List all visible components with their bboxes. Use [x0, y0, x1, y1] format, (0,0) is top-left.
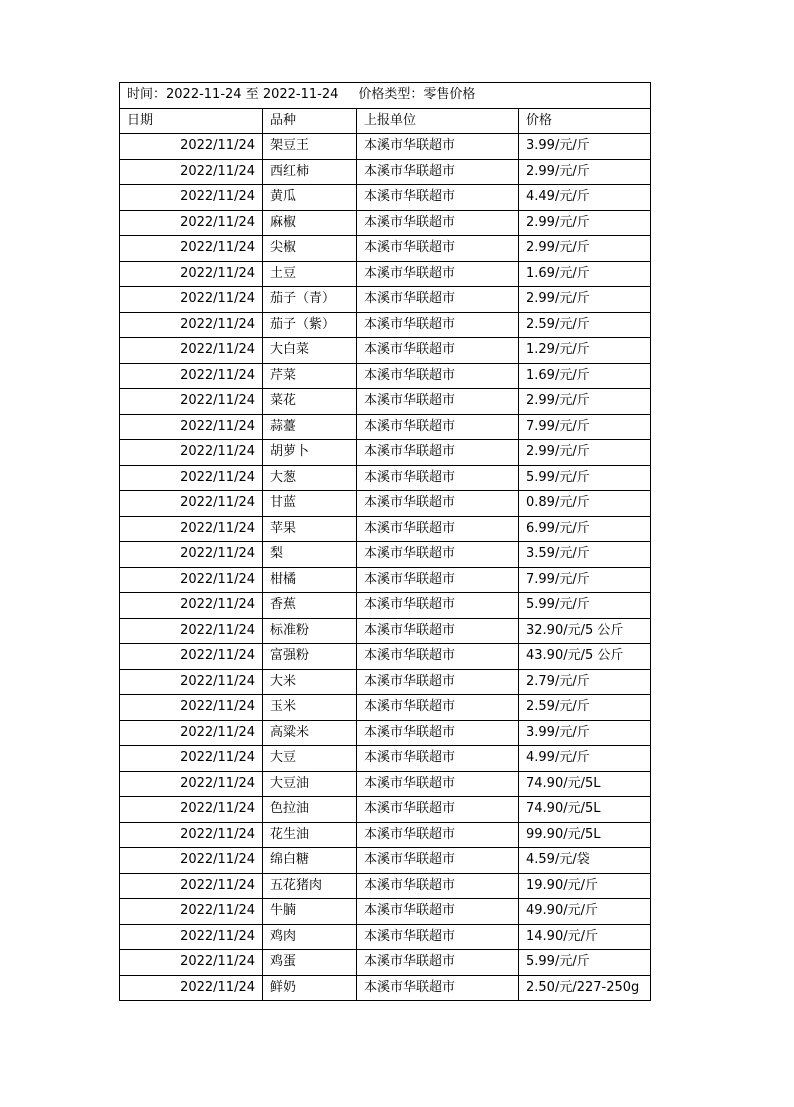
cell-variety: 大葱 — [263, 465, 357, 491]
cell-unit: 本溪市华联超市 — [357, 210, 519, 236]
cell-price: 2.99/元/斤 — [519, 440, 651, 466]
cell-price: 5.99/元/斤 — [519, 593, 651, 619]
cell-variety: 高粱米 — [263, 720, 357, 746]
cell-unit: 本溪市华联超市 — [357, 873, 519, 899]
cell-unit: 本溪市华联超市 — [357, 542, 519, 568]
table-row — [120, 899, 651, 925]
table-row — [120, 924, 651, 950]
cell-date: 2022/11/24 — [120, 210, 263, 236]
cell-price: 7.99/元/斤 — [519, 414, 651, 440]
cell-variety: 茄子（青） — [263, 287, 357, 313]
cell-date: 2022/11/24 — [120, 797, 263, 823]
cell-variety: 蒜薹 — [263, 414, 357, 440]
cell-variety: 土豆 — [263, 261, 357, 287]
cell-price: 1.69/元/斤 — [519, 261, 651, 287]
cell-date: 2022/11/24 — [120, 287, 263, 313]
cell-date: 2022/11/24 — [120, 924, 263, 950]
cell-unit: 本溪市华联超市 — [357, 440, 519, 466]
table-row — [120, 644, 651, 670]
cell-date: 2022/11/24 — [120, 414, 263, 440]
cell-price: 5.99/元/斤 — [519, 950, 651, 976]
cell-price: 4.49/元/斤 — [519, 185, 651, 211]
cell-variety: 茄子（紫） — [263, 312, 357, 338]
table-row — [120, 440, 651, 466]
table-row — [120, 134, 651, 160]
cell-variety: 香蕉 — [263, 593, 357, 619]
table-row — [120, 975, 651, 1001]
cell-price: 74.90/元/5L — [519, 771, 651, 797]
table-row — [120, 465, 651, 491]
cell-price: 2.99/元/斤 — [519, 210, 651, 236]
column-header-date: 日期 — [120, 108, 263, 134]
cell-date: 2022/11/24 — [120, 746, 263, 772]
cell-variety: 胡萝卜 — [263, 440, 357, 466]
cell-unit: 本溪市华联超市 — [357, 644, 519, 670]
cell-variety: 西红柿 — [263, 159, 357, 185]
table-row — [120, 593, 651, 619]
cell-date: 2022/11/24 — [120, 593, 263, 619]
cell-unit: 本溪市华联超市 — [357, 287, 519, 313]
cell-variety: 梨 — [263, 542, 357, 568]
cell-variety: 鸡蛋 — [263, 950, 357, 976]
cell-variety: 大豆油 — [263, 771, 357, 797]
cell-variety: 大豆 — [263, 746, 357, 772]
cell-date: 2022/11/24 — [120, 363, 263, 389]
table-row — [120, 797, 651, 823]
cell-variety: 黄瓜 — [263, 185, 357, 211]
cell-unit: 本溪市华联超市 — [357, 593, 519, 619]
cell-unit: 本溪市华联超市 — [357, 720, 519, 746]
table-row — [120, 669, 651, 695]
cell-price: 2.79/元/斤 — [519, 669, 651, 695]
cell-unit: 本溪市华联超市 — [357, 491, 519, 517]
table-row — [120, 822, 651, 848]
cell-date: 2022/11/24 — [120, 669, 263, 695]
cell-date: 2022/11/24 — [120, 159, 263, 185]
cell-price: 49.90/元/斤 — [519, 899, 651, 925]
cell-unit: 本溪市华联超市 — [357, 363, 519, 389]
cell-date: 2022/11/24 — [120, 899, 263, 925]
cell-date: 2022/11/24 — [120, 975, 263, 1001]
cell-date: 2022/11/24 — [120, 338, 263, 364]
cell-date: 2022/11/24 — [120, 618, 263, 644]
table-row — [120, 491, 651, 517]
column-header-unit: 上报单位 — [357, 108, 519, 134]
cell-price: 4.99/元/斤 — [519, 746, 651, 772]
table-row — [120, 338, 651, 364]
table-row — [120, 848, 651, 874]
cell-date: 2022/11/24 — [120, 567, 263, 593]
cell-price: 5.99/元/斤 — [519, 465, 651, 491]
cell-variety: 苹果 — [263, 516, 357, 542]
cell-price: 2.59/元/斤 — [519, 312, 651, 338]
cell-price: 2.59/元/斤 — [519, 695, 651, 721]
table-row — [120, 159, 651, 185]
cell-date: 2022/11/24 — [120, 771, 263, 797]
table-row — [120, 567, 651, 593]
cell-price: 1.69/元/斤 — [519, 363, 651, 389]
cell-unit: 本溪市华联超市 — [357, 236, 519, 262]
column-header-variety: 品种 — [263, 108, 357, 134]
cell-price: 7.99/元/斤 — [519, 567, 651, 593]
cell-date: 2022/11/24 — [120, 822, 263, 848]
cell-price: 19.90/元/斤 — [519, 873, 651, 899]
table-row — [120, 950, 651, 976]
table-row — [120, 873, 651, 899]
column-header-row — [120, 108, 651, 134]
cell-price: 6.99/元/斤 — [519, 516, 651, 542]
cell-unit: 本溪市华联超市 — [357, 312, 519, 338]
cell-date: 2022/11/24 — [120, 261, 263, 287]
cell-unit: 本溪市华联超市 — [357, 924, 519, 950]
table-row — [120, 720, 651, 746]
cell-variety: 五花猪肉 — [263, 873, 357, 899]
title-cell — [120, 83, 651, 109]
cell-date: 2022/11/24 — [120, 185, 263, 211]
cell-date: 2022/11/24 — [120, 695, 263, 721]
cell-unit: 本溪市华联超市 — [357, 261, 519, 287]
cell-price: 3.99/元/斤 — [519, 134, 651, 160]
cell-variety: 花生油 — [263, 822, 357, 848]
cell-variety: 甘蓝 — [263, 491, 357, 517]
table-row — [120, 287, 651, 313]
cell-variety: 麻椒 — [263, 210, 357, 236]
cell-price: 2.99/元/斤 — [519, 287, 651, 313]
cell-price: 99.90/元/5L — [519, 822, 651, 848]
cell-variety: 色拉油 — [263, 797, 357, 823]
table-row — [120, 695, 651, 721]
cell-date: 2022/11/24 — [120, 542, 263, 568]
cell-variety: 牛腩 — [263, 899, 357, 925]
cell-variety: 鸡肉 — [263, 924, 357, 950]
column-header-price: 价格 — [519, 108, 651, 134]
cell-unit: 本溪市华联超市 — [357, 414, 519, 440]
cell-price: 74.90/元/5L — [519, 797, 651, 823]
cell-date: 2022/11/24 — [120, 312, 263, 338]
cell-unit: 本溪市华联超市 — [357, 695, 519, 721]
table-body — [120, 83, 651, 1001]
cell-variety: 大白菜 — [263, 338, 357, 364]
cell-variety: 富强粉 — [263, 644, 357, 670]
cell-variety: 鲜奶 — [263, 975, 357, 1001]
cell-price: 2.99/元/斤 — [519, 236, 651, 262]
cell-date: 2022/11/24 — [120, 491, 263, 517]
table-row — [120, 363, 651, 389]
price-table — [119, 82, 651, 1001]
title-row — [120, 83, 651, 109]
cell-date: 2022/11/24 — [120, 873, 263, 899]
cell-price: 43.90/元/5 公斤 — [519, 644, 651, 670]
price-type: 价格类型：零售价格 — [358, 87, 476, 103]
cell-date: 2022/11/24 — [120, 440, 263, 466]
cell-unit: 本溪市华联超市 — [357, 771, 519, 797]
cell-variety: 芹菜 — [263, 363, 357, 389]
cell-price: 2.99/元/斤 — [519, 389, 651, 415]
cell-date: 2022/11/24 — [120, 389, 263, 415]
cell-variety: 菜花 — [263, 389, 357, 415]
cell-unit: 本溪市华联超市 — [357, 465, 519, 491]
time-range: 时间：2022-11-24 至 2022-11-24 — [127, 87, 339, 103]
cell-unit: 本溪市华联超市 — [357, 185, 519, 211]
cell-date: 2022/11/24 — [120, 950, 263, 976]
cell-date: 2022/11/24 — [120, 848, 263, 874]
cell-date: 2022/11/24 — [120, 465, 263, 491]
cell-unit: 本溪市华联超市 — [357, 516, 519, 542]
table-row — [120, 261, 651, 287]
cell-price: 32.90/元/5 公斤 — [519, 618, 651, 644]
cell-variety: 玉米 — [263, 695, 357, 721]
table-row — [120, 618, 651, 644]
cell-unit: 本溪市华联超市 — [357, 950, 519, 976]
cell-unit: 本溪市华联超市 — [357, 797, 519, 823]
cell-variety: 柑橘 — [263, 567, 357, 593]
cell-variety: 尖椒 — [263, 236, 357, 262]
cell-unit: 本溪市华联超市 — [357, 134, 519, 160]
cell-price: 3.59/元/斤 — [519, 542, 651, 568]
cell-unit: 本溪市华联超市 — [357, 746, 519, 772]
cell-unit: 本溪市华联超市 — [357, 848, 519, 874]
cell-price: 3.99/元/斤 — [519, 720, 651, 746]
cell-date: 2022/11/24 — [120, 236, 263, 262]
cell-unit: 本溪市华联超市 — [357, 618, 519, 644]
table-row — [120, 389, 651, 415]
cell-date: 2022/11/24 — [120, 644, 263, 670]
table-row — [120, 185, 651, 211]
cell-date: 2022/11/24 — [120, 720, 263, 746]
table-row — [120, 236, 651, 262]
table-row — [120, 414, 651, 440]
cell-price: 0.89/元/斤 — [519, 491, 651, 517]
table-row — [120, 516, 651, 542]
cell-price: 14.90/元/斤 — [519, 924, 651, 950]
table-row — [120, 312, 651, 338]
cell-price: 1.29/元/斤 — [519, 338, 651, 364]
cell-price: 2.99/元/斤 — [519, 159, 651, 185]
table-row — [120, 542, 651, 568]
cell-unit: 本溪市华联超市 — [357, 669, 519, 695]
cell-variety: 大米 — [263, 669, 357, 695]
cell-unit: 本溪市华联超市 — [357, 159, 519, 185]
cell-price: 4.59/元/袋 — [519, 848, 651, 874]
cell-date: 2022/11/24 — [120, 134, 263, 160]
table-row — [120, 771, 651, 797]
cell-variety: 标准粉 — [263, 618, 357, 644]
cell-unit: 本溪市华联超市 — [357, 389, 519, 415]
table-row — [120, 746, 651, 772]
cell-price: 2.50/元/227-250g — [519, 975, 651, 1001]
cell-unit: 本溪市华联超市 — [357, 899, 519, 925]
cell-variety: 绵白糖 — [263, 848, 357, 874]
table-row — [120, 210, 651, 236]
cell-variety: 架豆王 — [263, 134, 357, 160]
cell-unit: 本溪市华联超市 — [357, 975, 519, 1001]
cell-unit: 本溪市华联超市 — [357, 822, 519, 848]
cell-unit: 本溪市华联超市 — [357, 567, 519, 593]
cell-unit: 本溪市华联超市 — [357, 338, 519, 364]
cell-date: 2022/11/24 — [120, 516, 263, 542]
